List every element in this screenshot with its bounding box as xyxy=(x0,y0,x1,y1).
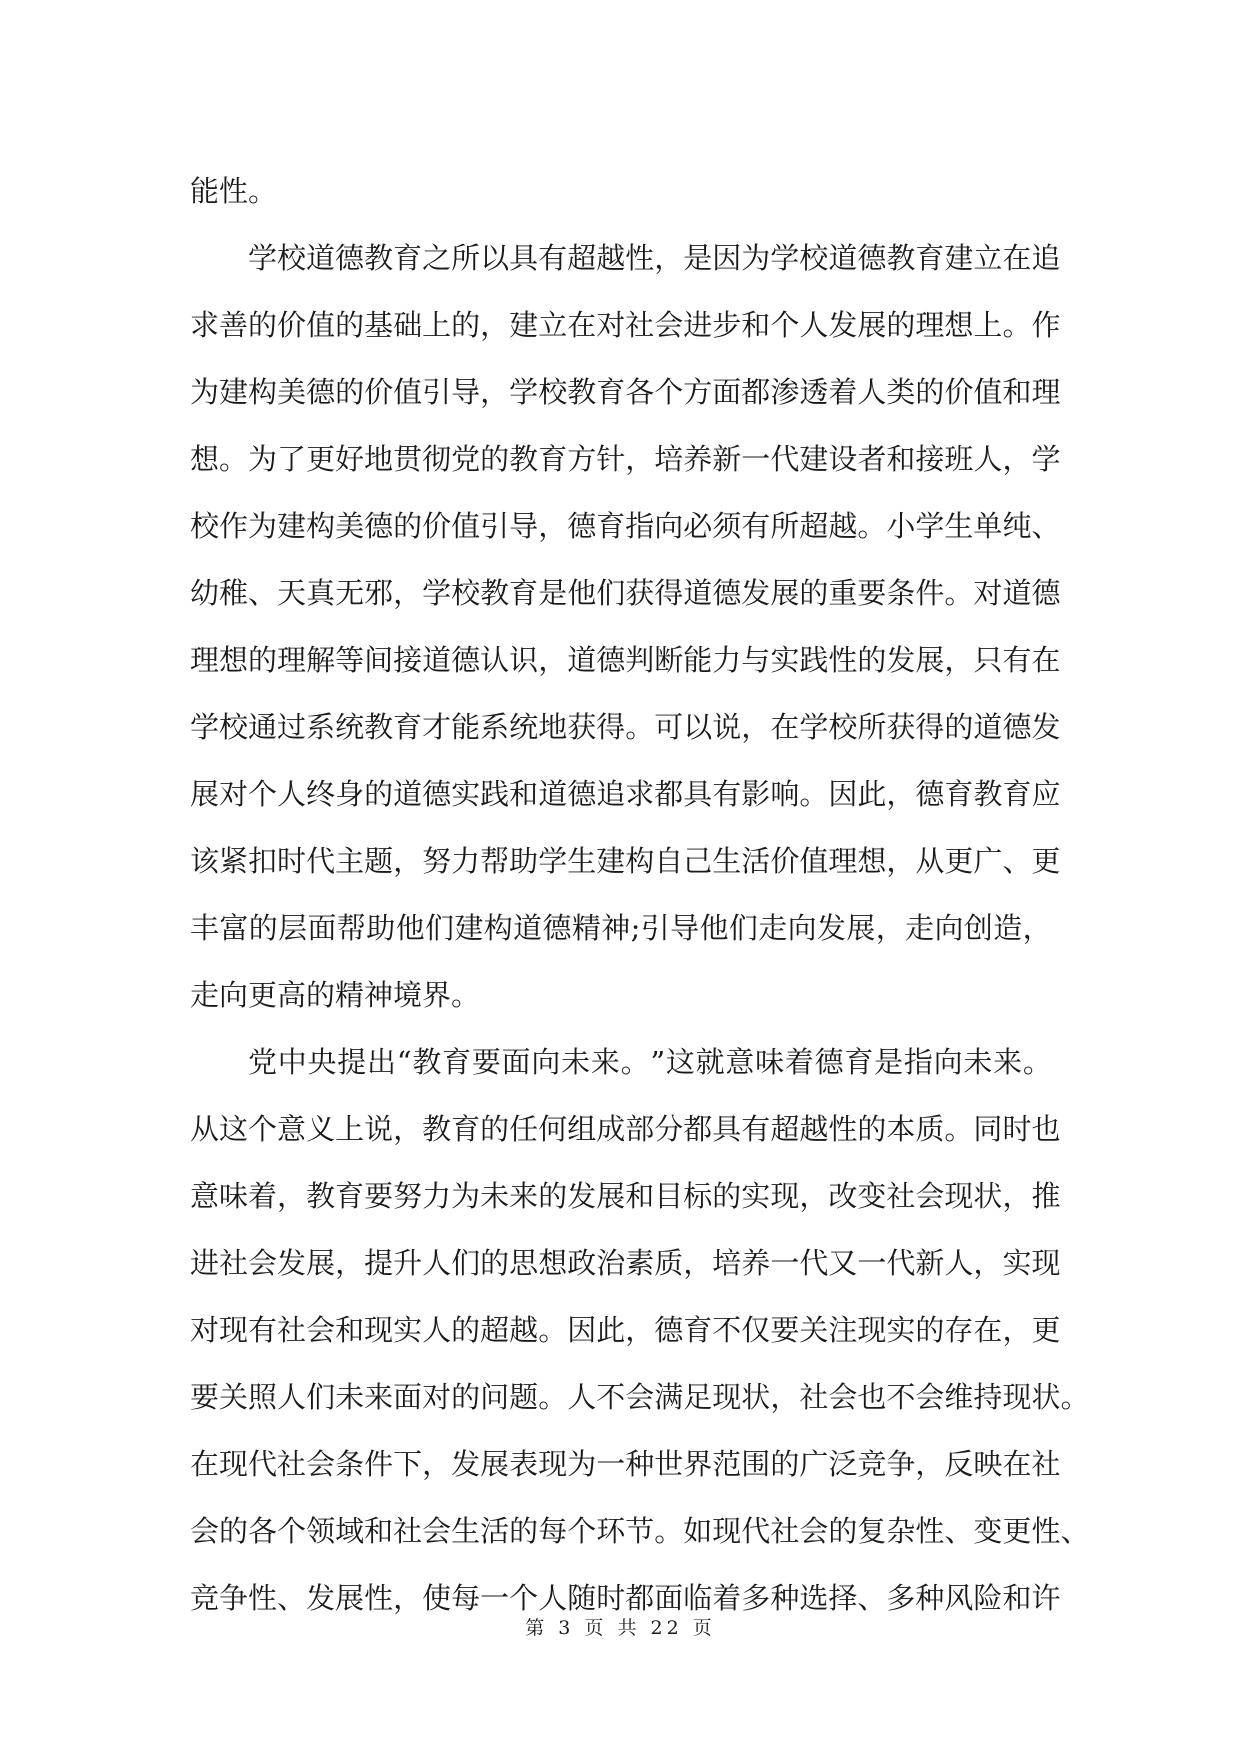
text-line: 要 关 照 人 们 未 来 面 对 的 问 题 。 人 不 会 满 足 现 状 ， 社 会 也 不 会 维 持 现 状 。 xyxy=(190,1380,1090,1414)
text-line: 该 紧 扣 时 代 主 题 ， 努 力 帮 助 学 生 建 构 自 己 生 活 价 值 理 想 ， 从 更 广 、 更 xyxy=(190,844,1061,878)
text-line: 从 这 个 意 义 上 说 ， 教 育 的 任 何 组 成 部 分 都 具 有 超 越 性 的 本 质 。 同 时 也 xyxy=(190,1112,1061,1146)
text-line: 能性。 xyxy=(190,174,278,208)
text-line: 展 对 个 人 终 身 的 道 德 实 践 和 道 德 追 求 都 具 有 影 响 。 因 此 ， 德 育 教 育 应 xyxy=(190,777,1061,811)
text-line: 对 现 有 社 会 和 现 实 人 的 超 越 。 因 此 ， 德 育 不 仅 要 关 注 现 实 的 存 在 ， 更 xyxy=(190,1313,1061,1347)
text-line: 进 社 会 发 展 ， 提 升 人 们 的 思 想 政 治 素 质 ， 培 养 一 代 又 一 代 新 人 ， 实 现 xyxy=(190,1246,1061,1280)
text-line: 学 校 通 过 系 统 教 育 才 能 系 统 地 获 得 。 可 以 说 ， 在 学 校 所 获 得 的 道 德 发 xyxy=(190,710,1061,744)
paragraph-future xyxy=(190,1029,1090,1632)
text-line: 理 想 的 理 解 等 间 接 道 德 认 识 ， 道 德 判 断 能 力 与 实 践 性 的 发 展 ， 只 有 在 xyxy=(190,643,1061,677)
text-line: 为 建 构 美 德 的 价 值 引 导 ， 学 校 教 育 各 个 方 面 都 渗 透 着 人 类 的 价 值 和 理 xyxy=(190,375,1061,409)
text-line: 想 。 为 了 更 好 地 贯 彻 党 的 教 育 方 针 ， 培 养 新 一 代 建 设 者 和 接 班 人 ， 学 xyxy=(190,442,1061,476)
text-line: 在 现 代 社 会 条 件 下 ， 发 展 表 现 为 一 种 世 界 范 围 的 广 泛 竞 争 ， 反 映 在 社 xyxy=(190,1447,1061,1481)
text-line: 竞 争 性 、 发 展 性 ， 使 每 一 个 人 随 时 都 面 临 着 多 种 选 择 、 多 种 风 险 和 许 xyxy=(190,1581,1061,1615)
text-line: 会 的 各 个 领 域 和 社 会 生 活 的 每 个 环 节 。 如 现 代 社 会 的 复 杂 性 、 变 更 性 、 xyxy=(190,1514,1090,1548)
text-line: 党 中 央 提 出 “ 教 育 要 面 向 未 来 。 ” 这 就 意 味 着 德 育 是 指 向 未 来 。 xyxy=(248,1045,1052,1079)
text-line: 走向更高的精神境界。 xyxy=(190,978,481,1012)
text-line: 意 味 着 ， 教 育 要 努 力 为 未 来 的 发 展 和 目 标 的 实 现 ， 改 变 社 会 现 状 ， 推 xyxy=(190,1179,1061,1213)
paragraph-transcendence xyxy=(190,225,1061,1029)
text-line: 幼 稚 、 天 真 无 邪 ， 学 校 教 育 是 他 们 获 得 道 德 发 展 的 重 要 条 件 。 对 道 德 xyxy=(190,576,1061,610)
text-line: 校 作 为 建 构 美 德 的 价 值 引 导 ， 德 育 指 向 必 须 有 所 超 越 。 小 学 生 单 纯 、 xyxy=(190,509,1061,543)
document-body xyxy=(190,158,1090,1632)
text-line: 求 善 的 价 值 的 基 础 上 的 ， 建 立 在 对 社 会 进 步 和 个 人 发 展 的 理 想 上 。 作 xyxy=(190,308,1061,342)
page-footer: 第 3 页 共 22 页 xyxy=(525,1617,716,1639)
paragraph-continuation xyxy=(190,158,1052,225)
text-line: 学 校 道 德 教 育 之 所 以 具 有 超 越 性 ， 是 因 为 学 校 道 德 教 育 建 立 在 追 xyxy=(248,241,1061,275)
text-line: 丰 富 的 层 面 帮 助 他 们 建 构 道 德 精 神 ; 引 导 他 们 走 向 发 展 ， 走 向 创 造 ， xyxy=(190,911,1052,945)
